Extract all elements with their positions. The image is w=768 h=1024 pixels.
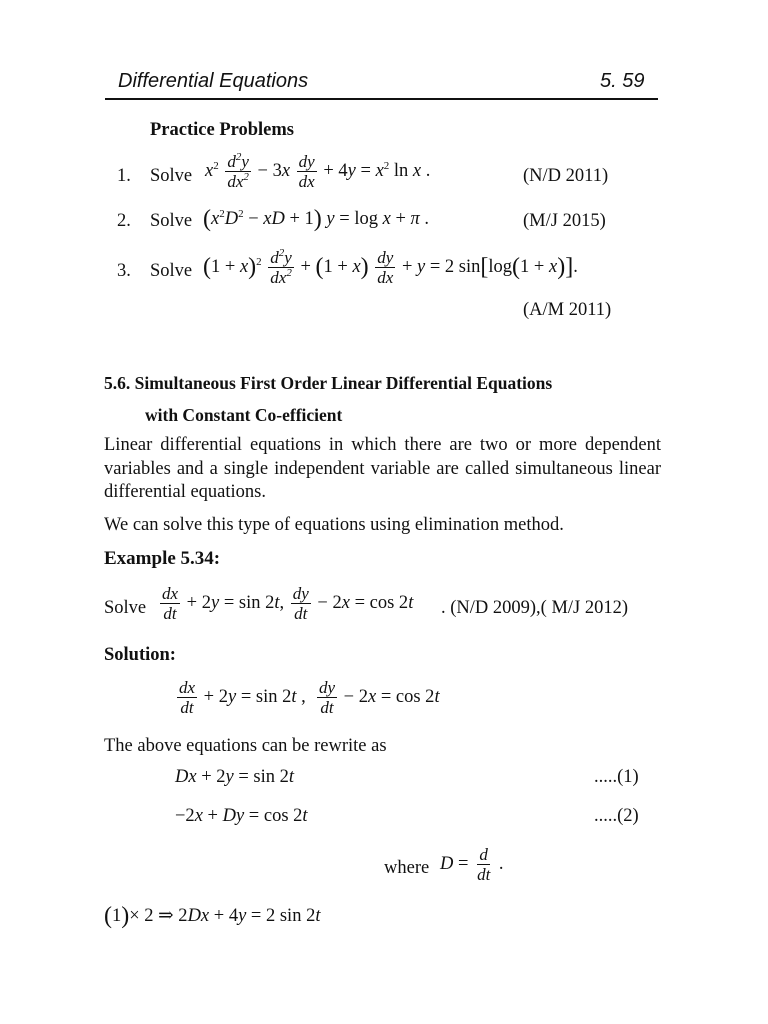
example-equation: $\frac{dx}{dt}$ + 2y = sin 2t, $\frac{dy}{dt}$ − 2x = cos 2t [162, 584, 414, 623]
example-heading: Example 5.34: [104, 548, 221, 569]
section-title-line2: with Constant Co-efficient [145, 405, 343, 425]
problem-1-ref: (N/D 2011) [523, 166, 609, 186]
running-header-title: Differential Equations [118, 70, 309, 92]
solution-system: $\frac{dx}{dt}$ + 2y = sin 2t , $\frac{dy}{dt}$ − 2x = cos 2t [179, 678, 440, 717]
example-refs: . (N/D 2009),( M/J 2012) [441, 598, 629, 618]
operator-definition: D = $\frac{d}{dt}$ . [440, 845, 504, 884]
problem-3-equation: $(1 + x)^2$ $\frac{d^2y}{dx^2}$ + (1 + x) $\frac{dy}{dx}$ + y = 2 sin[log(1 + x)]. [203, 247, 578, 287]
where-word: where [384, 858, 430, 878]
problem-2-number: 2. [117, 211, 131, 231]
problem-3-number: 3. [117, 261, 131, 281]
problem-2-verb: Solve [150, 211, 193, 231]
section-title-line1: 5.6. Simultaneous First Order Linear Differential Equations [104, 373, 553, 393]
practice-heading: Practice Problems [150, 120, 294, 140]
equation-1-label: .....(1) [594, 767, 639, 787]
problem-3-ref: (A/M 2011) [523, 300, 612, 320]
page-number: 5. 59 [600, 70, 645, 92]
problem-3-verb: Solve [150, 261, 193, 281]
equation-2-label: .....(2) [594, 806, 639, 826]
rewrite-text: The above equations can be rewrite as [104, 736, 387, 756]
header-rule [105, 98, 658, 100]
problem-1-verb: Solve [150, 166, 193, 186]
multiply-step: (1)× 2 ⇒ 2Dx + 4y = 2 sin 2t [104, 903, 321, 929]
equation-2: −2x + Dy = cos 2t [175, 806, 308, 826]
section-paragraph-2: We can solve this type of equations using elimination method. [104, 515, 564, 535]
section-paragraph-1: Linear differential equations in which there are two or more dependent variables and a single independent variable are called simultaneous linear differential equations. [104, 435, 661, 502]
problem-2-ref: (M/J 2015) [523, 211, 606, 231]
problem-1-equation: $x^2$ $\frac{d^2y}{dx^2}$ − 3x $\frac{dy}{dx}$ + $4y = x^2$ ln x . [205, 151, 431, 191]
problem-2-equation: ($x^2D^2$ − xD + 1) y = log x + π . [203, 206, 430, 232]
problem-1-number: 1. [117, 166, 131, 186]
example-solve-verb: Solve [104, 598, 147, 618]
equation-1: Dx + 2y = sin 2t [175, 767, 295, 787]
solution-heading: Solution: [104, 645, 176, 665]
